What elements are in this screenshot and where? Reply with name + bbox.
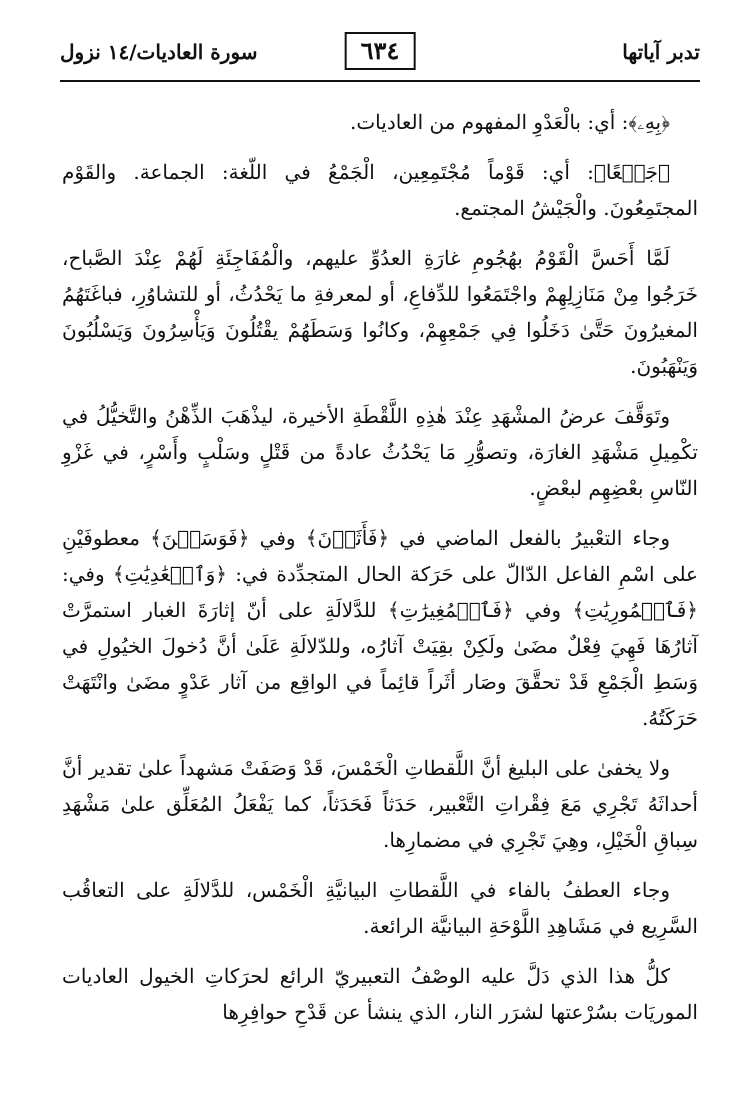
paragraph-8: كلُّ هذا الذي دَلَّ عليه الوصْفُ التعبيريّ الرائع لحرَكاتِ الخيول العاديات الموريَات بسُرْعتها لشرَر النار، الذي ينشأ عن قَدْحِ حوافِرِها: [62, 964, 698, 1024]
surah-title: سورة العاديات/١٤ نزول: [60, 40, 258, 64]
paragraph-4: وتَوَقَّفَ عرضُ المشْهَدِ عِنْدَ هٰذِهِ اللَّقْطَةِ الأخيرة، ليذْهَبَ الذِّهْنُ والتَّخيُّلُ في تكْمِيلِ مَشْهَدِ الغارَة، وتصوُّرِ مَا يَحْدُثُ عادةً من قَتْلٍ وسَلْبٍ وأَسْرٍ، في غَزْوِ النّاسِ بعْضِهِم لبعْضٍ.: [62, 404, 698, 500]
chapter-title: تدبر آياتها: [622, 40, 700, 64]
page-body: [62, 104, 698, 1044]
page-number: ٦٣٤: [345, 32, 416, 70]
paragraph-5: وجاء التعْبيرُ بالفعل الماضي في ﴿فَأَثَرۡنَ﴾ وفي ﴿فَوَسَطۡنَ﴾ معطوفَيْنِ على اسْمِ الفاعل الدّالّ على حَرَكة الحال المتجدِّدة في: ﴿وَٱلۡعَٰدِيَٰتِ﴾ وفي: ﴿فَٱلۡمُورِيَٰتِ﴾ وفي ﴿فَٱلۡمُغِيرَٰتِ﴾ للدَّلالَةِ على أنّ إثارَةَ الغبار استمرَّتْ آثارُهَا فَهِيَ فِعْلٌ مضَىٰ ولَكِنْ بقِيَتْ آثارُه، وللدّلالَةِ عَلَىٰ أنَّ دُخولَ الخيُولِ في وَسَطِ الْجَمْعِ قَدْ تحقَّقَ وصَار أثَراً قائِماً في الواقِع من آثار عَدْوٍ مضَىٰ وانْتَهَتْ حَرَكَتُهُ.: [62, 526, 698, 730]
paragraph-1: ﴿بِهِۦ﴾: أي: بالْعَدْوِ المفهوم من العاديات.: [350, 110, 670, 134]
header-rule: [60, 80, 700, 82]
paragraph-2: ﴿جَمۡعًا﴾: أي: قَوْماً مُجْتَمِعِين، الْجَمْعُ في اللّغة: الجماعة. والقَوْم المجتَمِعُونَ. والْجَيْشُ المجتمع.: [62, 160, 698, 220]
paragraph-3: لَمَّا أَحَسَّ الْقَوْمُ بهُجُومِ غارَةِ العدُوِّ عليهم، والْمُفَاجِئَةِ لَهُمْ عِنْدَ الصَّباح، خَرَجُوا مِنْ مَنَازِلِهِمْ واجْتَمَعُوا للدِّفاعِ، أو لمعرفةِ ما يَحْدُثُ، أو للتشاوُرِ، فباغَتَهُمُ المغيرُونَ حَتَّىٰ دَخَلُوا فِي جَمْعِهِمْ، وكانُوا وَسَطَهُمْ يقْتُلُونَ وَيَأْسِرُونَ وَيَسْلُبُونَ وَيَنْهَبُونَ.: [62, 246, 698, 378]
page-header: [60, 28, 700, 82]
paragraph-7: وجاء العطفُ بالفاء في اللَّقطاتِ البيانيَّةِ الْخَمْس، للدَّلالَةِ على التعاقُب السَّرِيع في مَشَاهِدِ اللَّوْحَةِ البيانيَّة الرائعة.: [62, 878, 698, 938]
paragraph-6: ولا يخفىٰ على البليغ أنَّ اللَّقطاتِ الْخَمْسَ، قَدْ وَصَفَتْ مَشهداً علىٰ تقدير أنَّ أحداثَهُ تَجْرِي مَعَ فِقْراتِ التَّعْبير، حَدَثاً فَحَدَثاً، كما يَفْعَلُ المُعَلِّق علىٰ مَشْهَدِ سِباقِ الْخَيْلِ، وهِيَ تَجْرِي في مضمارِها.: [62, 756, 698, 852]
